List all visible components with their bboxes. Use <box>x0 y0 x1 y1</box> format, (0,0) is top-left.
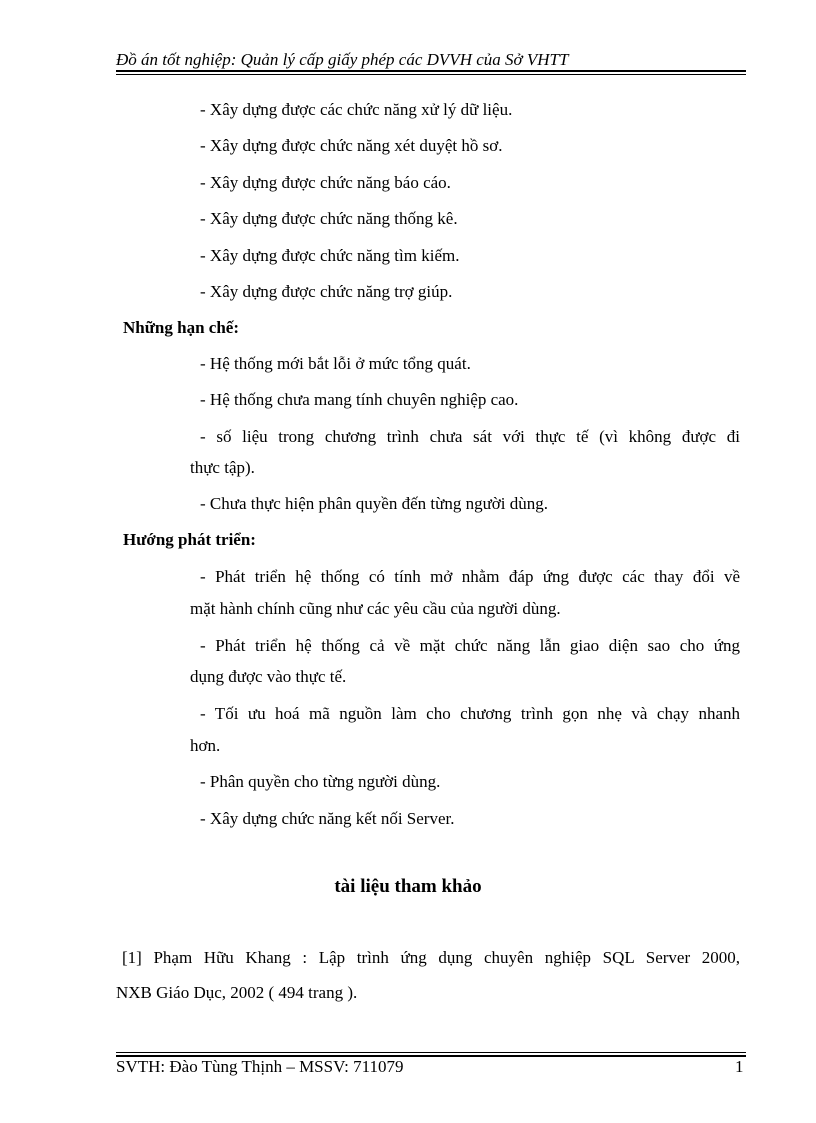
limitation-item: - Hệ thống mới bắt lỗi ở mức tổng quát. <box>200 354 471 373</box>
development-item: - Xây dựng chức năng kết nối Server. <box>200 809 455 828</box>
limitations-heading: Những hạn chế: <box>123 318 240 337</box>
development-item: - Tối ưu hoá mã nguồn làm cho chương trình gọn nhẹ và chạy nhanh <box>200 704 740 723</box>
reference-entry: [1] Phạm Hữu Khang : Lập trình ứng dụng chuyên nghiệp SQL Server 2000, <box>122 948 740 967</box>
development-item-continuation: mặt hành chính cũng như các yêu cầu của người dùng. <box>190 599 561 618</box>
references-title: tài liệu tham khảo <box>334 876 482 897</box>
limitation-item: - số liệu trong chương trình chưa sát với thực tế (vì không được đi <box>200 427 740 446</box>
achievement-item: - Xây dựng được chức năng thống kê. <box>200 209 458 228</box>
reference-entry-continuation: NXB Giáo Dục, 2002 ( 494 trang ). <box>116 983 358 1002</box>
development-item: - Phân quyền cho từng người dùng. <box>200 772 441 791</box>
footer-rule-thin <box>116 1052 746 1053</box>
footer-author: SVTH: Đào Tùng Thịnh – MSSV: 711079 <box>116 1057 404 1076</box>
page-header-title: Đồ án tốt nghiệp: Quản lý cấp giấy phép các DVVH của Sở VHTT <box>116 50 569 69</box>
achievement-item: - Xây dựng được chức năng xét duyệt hồ sơ. <box>200 136 503 155</box>
development-item-continuation: dụng được vào thực tế. <box>190 667 347 686</box>
page-number: 1 <box>735 1057 744 1076</box>
development-item: - Phát triển hệ thống có tính mở nhằm đáp ứng được các thay đổi về <box>200 567 740 586</box>
limitation-item: - Chưa thực hiện phân quyền đến từng người dùng. <box>200 494 549 513</box>
achievement-item: - Xây dựng được các chức năng xử lý dữ liệu. <box>200 100 513 119</box>
development-item: - Phát triển hệ thống cả về mặt chức năng lẫn giao diện sao cho ứng <box>200 636 740 655</box>
limitation-item-continuation: thực tập). <box>190 458 255 477</box>
limitation-item: - Hệ thống chưa mang tính chuyên nghiệp cao. <box>200 390 519 409</box>
development-item-continuation: hơn. <box>190 736 221 755</box>
achievement-item: - Xây dựng được chức năng trợ giúp. <box>200 282 453 301</box>
achievement-item: - Xây dựng được chức năng tìm kiếm. <box>200 246 460 265</box>
development-heading: Hướng phát triển: <box>123 530 256 549</box>
achievement-item: - Xây dựng được chức năng báo cáo. <box>200 173 451 192</box>
header-rule <box>116 70 746 72</box>
header-rule-thin <box>116 74 746 75</box>
